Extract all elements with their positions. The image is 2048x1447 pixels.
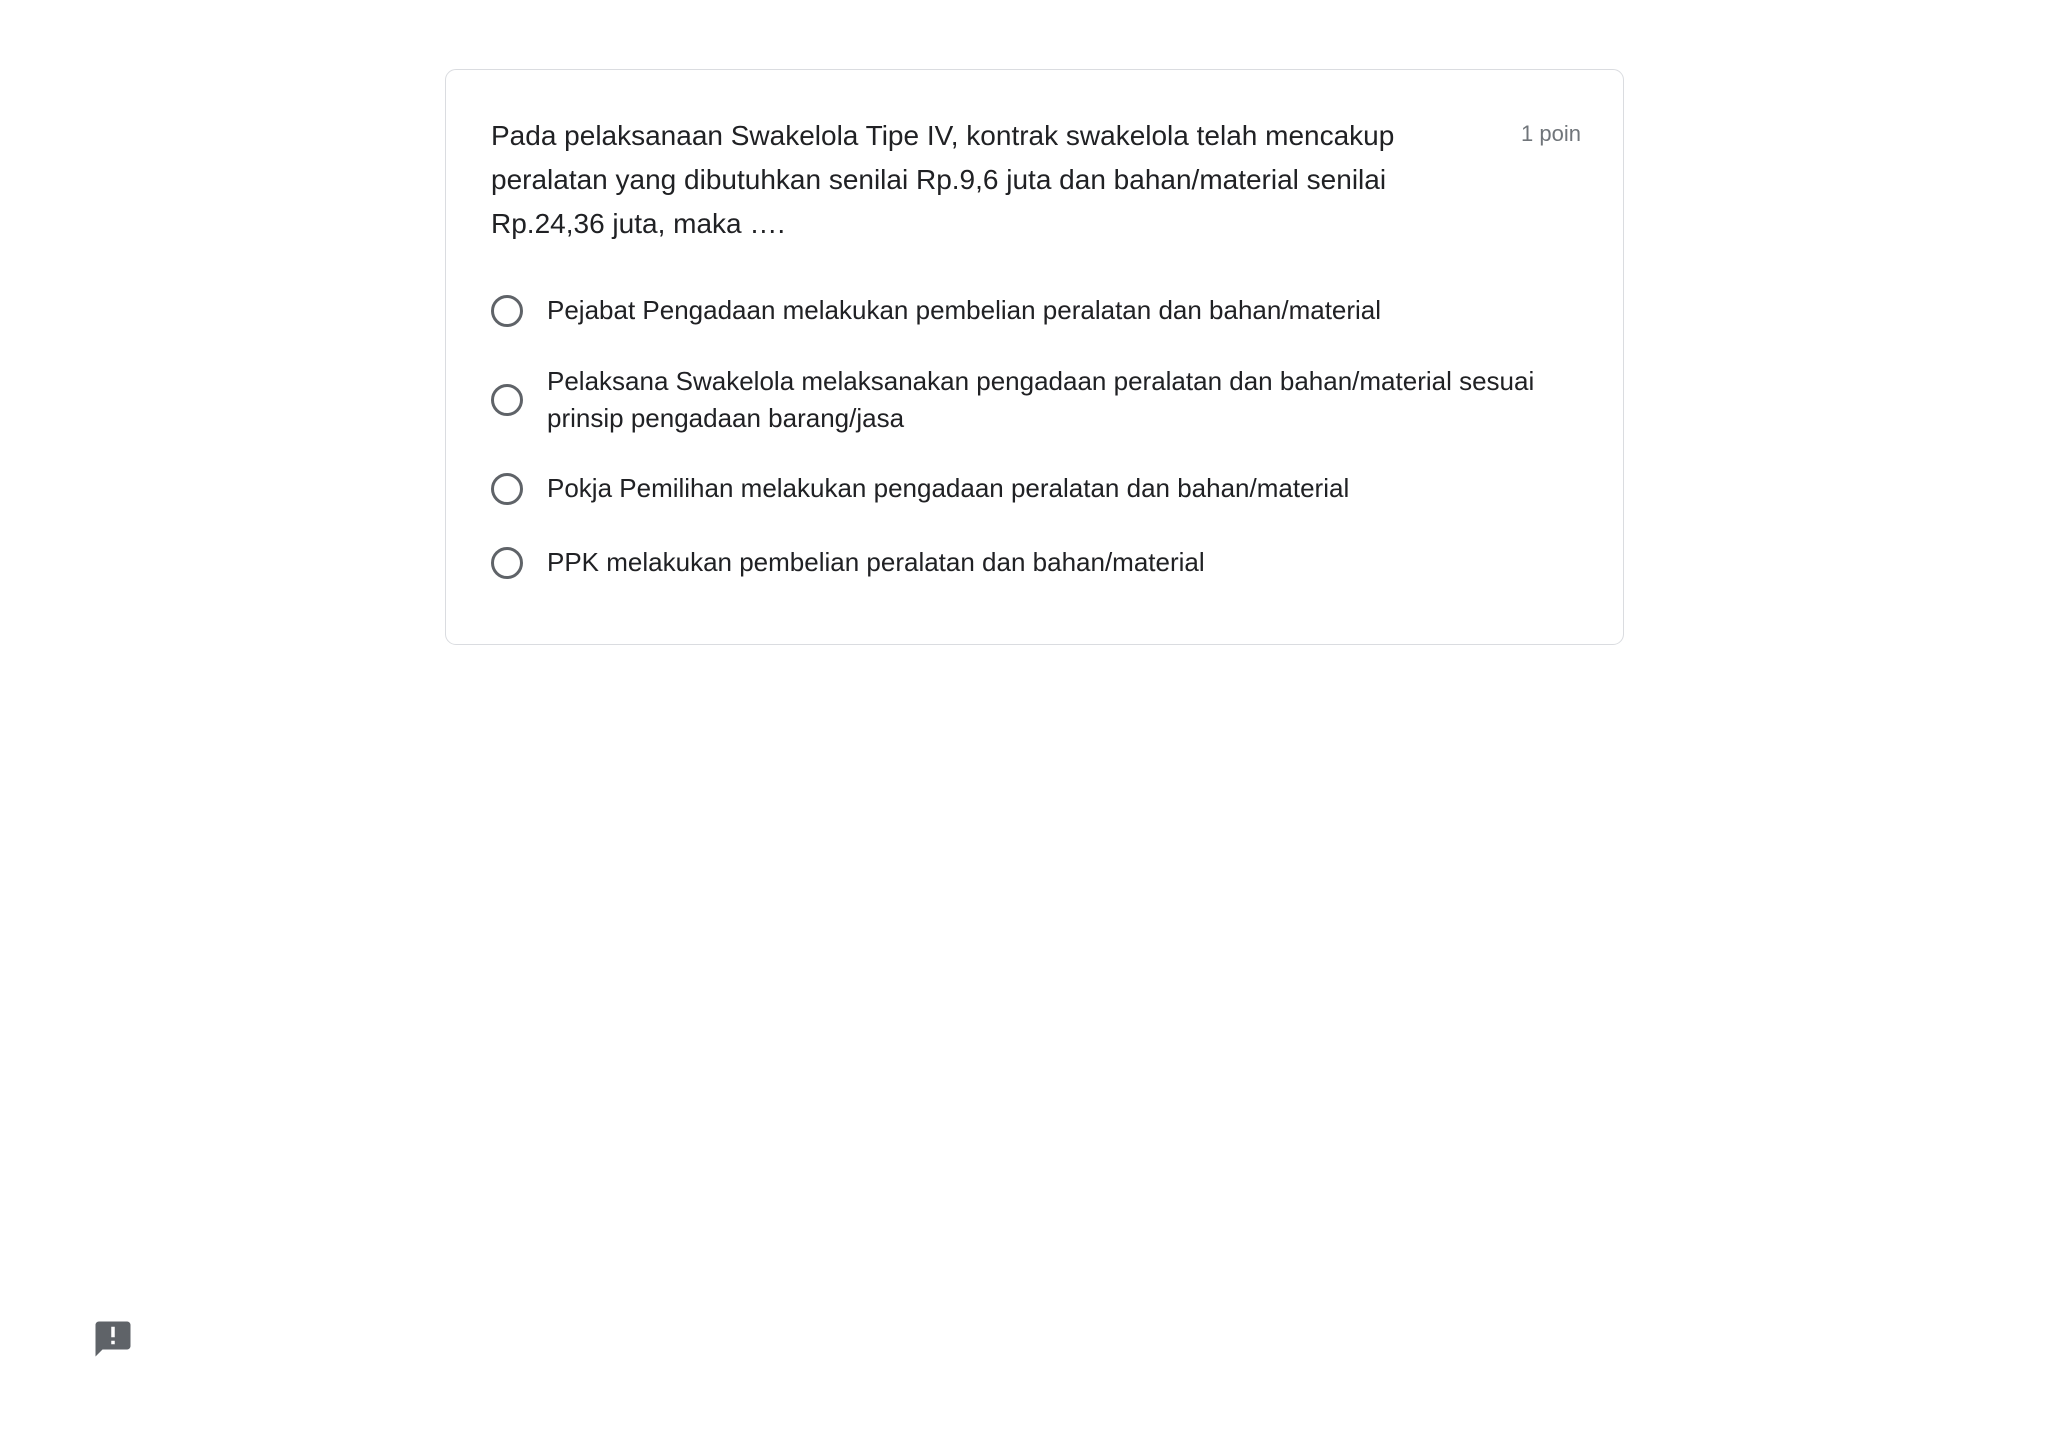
radio-button[interactable]: [491, 384, 523, 416]
option-3[interactable]: [491, 470, 1547, 507]
option-label: Pokja Pemilihan melakukan pengadaan peralatan dan bahan/material: [547, 473, 1350, 503]
option-label: PPK melakukan pembelian peralatan dan bahan/material: [547, 547, 1205, 577]
radio-button[interactable]: [491, 547, 523, 579]
points-label: 1 poin: [1521, 121, 1581, 146]
radio-button[interactable]: [491, 295, 523, 327]
report-feedback-icon[interactable]: [92, 1318, 134, 1360]
option-label: Pelaksana Swakelola melaksanakan pengadaan peralatan dan bahan/material sesuai prinsip pengadaan barang/jasa: [547, 366, 1535, 433]
option-2[interactable]: [491, 363, 1547, 437]
option-1[interactable]: [491, 292, 1547, 329]
question-header: [491, 114, 1581, 246]
option-4[interactable]: [491, 544, 1547, 581]
question-card: [445, 69, 1624, 645]
option-label: Pejabat Pengadaan melakukan pembelian peralatan dan bahan/material: [547, 295, 1382, 325]
question-text: Pada pelaksanaan Swakelola Tipe IV, kontrak swakelola telah mencakup peralatan yang dibutuhkan senilai Rp.9,6 juta dan bahan/material senilai Rp.24,36 juta, maka ….: [491, 120, 1395, 239]
radio-button[interactable]: [491, 473, 523, 505]
